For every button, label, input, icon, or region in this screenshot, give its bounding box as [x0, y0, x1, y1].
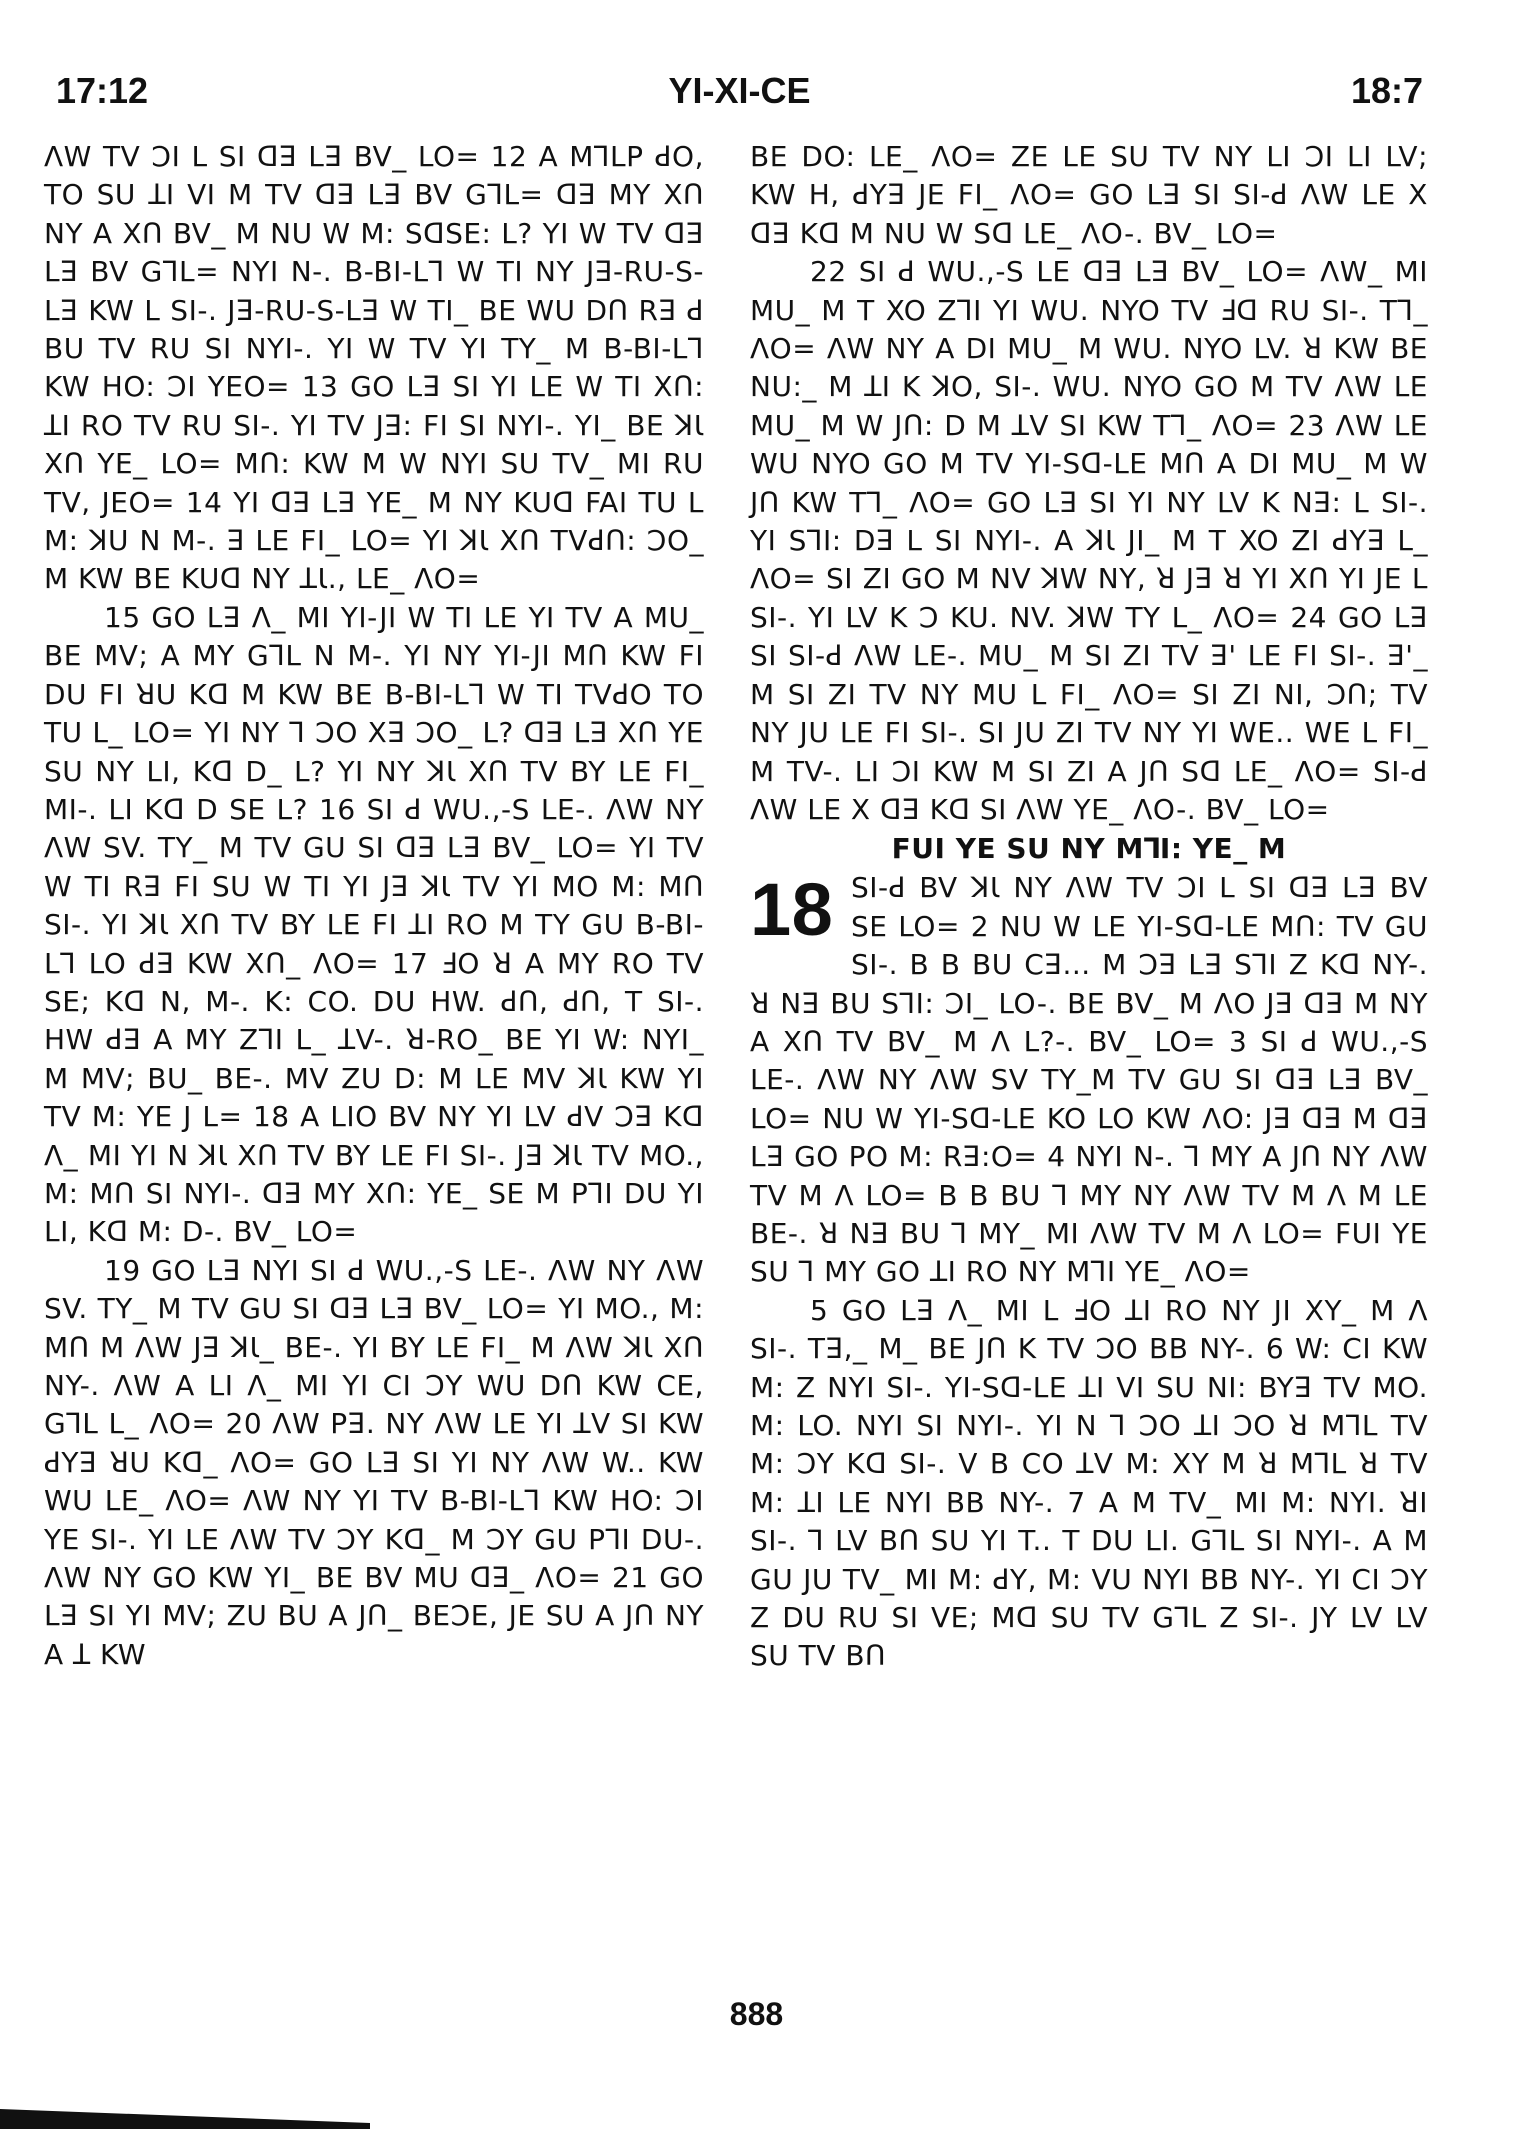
- scan-edge-shadow: [0, 2109, 370, 2129]
- section-heading: FUI YE SU NY MꓶI: YE_ M: [891, 832, 1287, 866]
- right-paragraph-3: 5 GO Lꓱ Λ_ MI L ꓞO ꓕI RO NY JI XY_ M Λ SI-. Tꓱ,_ M_ BE JՈ K TV ƆO BB NY-. 6 W: CI KW M: Z NYI SI-. YI-Sꓷ-LE ꓕI VI SU NI: BYꓱ TV MO. M: LO. NYI SI NYI-. YI N ꓶ ƆO ꓕI ƆO ꓤ MꓶL TV M: ƆY Kꓷ SI-. V B CO ꓕV M: XY M ꓤ MꓶL ꓤ TV M: ꓕI LE NYI BB NY-. 7 A M TV_ MI M: NYI. ꓤI SI-. ꓶ LV BՈ SU YI T.. T DU LI. GꓶL SI NYI-. A M GU JU TV_ MI M: ꓒY, M: VU NYI BB NY-. YI CI ƆY Z DU RU SI VE; Mꓷ SU TV GꓶL Z SI-. JY LV LV SU TV BՈ: [750, 1293, 1428, 1673]
- left-column: [44, 138, 704, 1674]
- header-book-title: YI-XI-CE: [668, 70, 811, 111]
- page-number: 888: [729, 1996, 784, 2032]
- header-right-reference: 18:7: [1350, 70, 1423, 111]
- page-header: [56, 70, 1423, 120]
- left-paragraph-2: 15 GO Lꓱ Λ_ MI YI-JI W TI LE YI TV A MU_ BE MV; A MY GꓶL N M-. YI NY YI-JI MՈ KW FI DU FI ꓤU Kꓷ M KW BE B-BI-Lꓶ W TI TVꓒO TO TU L_ LO= YI NY ꓶ ƆO Xꓱ ƆO_ L? ꓷꓱ Lꓱ XՈ YE SU NY LI, Kꓷ D_ L? YI NY ꓘƖ XՈ TV BY LE FI_ MI-. LI Kꓷ D SE L? 16 SI ꓒ WU.,-S LE-. ΛW NY ΛW SV. TY_ M TV GU SI ꓷꓱ Lꓱ BV_ LO= YI TV W TI Rꓱ FI SU W TI YI Jꓱ ꓘƖ TV YI MO M: MՈ SI-. YI ꓘƖ XՈ TV BY LE FI ꓕI RO M TY GU B-BI-Lꓶ LO ꓒꓱ KW XՈ_ ΛO= 17 ꓞO ꓤ A MY RO TV SE; Kꓷ N, M-. K: CO. DU HW. ꓒՈ, ꓒՈ, T SI-. HW ꓒꓱ A MY ZꓶI L_ ꓕV-. ꓤ-RO_ BE YI W: NYI_ M MV; BU_ BE-. MV ZU D: M LE MV ꓘƖ KW YI TV M: YE J L= 18 A LIO BV NY YI LV ꓒV Ɔꓱ Kꓷ Λ_ MI YI N ꓘƖ XՈ TV BY LE FI SI-. Jꓱ ꓘƖ TV MO., M: MՈ SI NYI-. ꓷꓱ MY XՈ: YE_ SE M PꓶI DU YI LI, Kꓷ M: D-. BV_ LO=: [44, 600, 704, 1249]
- header-left-reference: 17:12: [56, 70, 149, 111]
- left-paragraph-3: 19 GO Lꓱ NYI SI ꓒ WU.,-S LE-. ΛW NY ΛW SV. TY_ M TV GU SI ꓷꓱ Lꓱ BV_ LO= YI MO., M: MՈ M ΛW Jꓱ ꓘƖ_ BE-. YI BY LE FI_ M ΛW ꓘƖ XՈ NY-. ΛW A LI Λ_ MI YI CI ƆY WU DՈ KW CE, GꓶL L_ ΛO= 20 ΛW Pꓱ. NY ΛW LE YI ꓕV SI KW ꓒYꓱ ꓤU Kꓷ_ ΛO= GO Lꓱ SI YI NY ΛW W.. KW WU LE_ ΛO= ΛW NY YI TV B-BI-Lꓶ KW HO: ƆI YE SI-. YI LE ΛW TV ƆY Kꓷ_ M ƆY GU PꓶI DU-. ΛW NY GO KW YI_ BE BV MU ꓷꓱ_ ΛO= 21 GO Lꓱ SI YI MV; ZU BU A JՈ_ BEƆE, JE SU A JՈ NY A ꓕ KW: [44, 1253, 704, 1671]
- left-paragraph-1: ΛW TV ƆI L SI ꓷꓱ Lꓱ BV_ LO= 12 A MꓶLP ꓒO, TO SU ꓕI VI M TV ꓷꓱ Lꓱ BV GꓶL= ꓷꓱ MY XՈ NY A XՈ BV_ M NU W M: SꓷSE: L? YI W TV ꓷꓱ Lꓱ BV GꓶL= NYI N-. B-BI-Lꓶ W TI NY Jꓱ-RU-S-Lꓱ KW L SI-. Jꓱ-RU-S-Lꓱ W TI_ BE WU DՈ Rꓱ ꓒ BU TV RU SI NYI-. YI W TV YI TY_ M B-BI-Lꓶ KW HO: ƆI YEO= 13 GO Lꓱ SI YI LE W TI XՈ: ꓕI RO TV RU SI-. YI TV Jꓱ: FI SI NYI-. YI_ BE ꓘƖ XՈ YE_ LO= MՈ: KW M W NYI SU TV_ MI RU TV, JEO= 14 YI ꓷꓱ Lꓱ YE_ M NY KUꓷ FAI TU L M: ꓘU N M-. ꓱ LE FI_ LO= YI ꓘƖ XՈ TVꓒՈ: ƆO_ M KW BE KUꓷ NY ꓕƖ., LE_ ΛO=: [44, 140, 704, 596]
- right-paragraph-2: 22 SI ꓒ WU.,-S LE ꓷꓱ Lꓱ BV_ LO= ΛW_ MI MU_ M T XO ZꓶI YI WU. NYO TV ꓞꓷ RU SI-. Tꓶ_ ΛO= ΛW NY A DI MU_ M WU. NYO LV. ꓤ KW BE NU:_ M ꓕI K ꓘO, SI-. WU. NYO GO M TV ΛW LE MU_ M W JՈ: D M ꓕV SI KW Tꓶ_ ΛO= 23 ΛW LE WU NYO GO M TV YI-Sꓷ-LE MՈ A DI MU_ M W JՈ KW Tꓶ_ ΛO= GO Lꓱ SI YI NY LV K Nꓱ: L SI-. YI SꓶI: Dꓱ L SI NYI-. A ꓘƖ JI_ M T XO ZI ꓒYꓱ L_ ΛO= SI ZI GO M NV ꓘW NY, ꓤ Jꓱ ꓤ YI XՈ YI JE L SI-. YI LV K Ɔ KU. NV. ꓘW TY L_ ΛO= 24 GO Lꓱ SI SI-ꓒ ΛW LE-. MU_ M SI ZI TV ꓱ' LE FI SI-. ꓱ'_ M SI ZI TV NY MU L FI_ ΛO= SI ZI NI, ƆՈ; TV NY JU LE FI SI-. SI JU ZI TV NY YI WE.. WE L FI_ M TV-. LI ƆI KW M SI ZI A JՈ Sꓷ LE_ ΛO= SI-ꓒ ΛW LE X ꓷꓱ Kꓷ SI ΛW YE_ ΛO-. BV_ LO=: [750, 255, 1428, 826]
- right-column: [750, 138, 1428, 1676]
- chapter-number: 18: [750, 868, 834, 952]
- chapter-first-paragraph: SI-ꓒ BV ꓘƖ NY ΛW TV ƆI L SI ꓷꓱ Lꓱ BV SE LO= 2 NU W LE YI-Sꓷ-LE MՈ: TV GU SI-. B B BU Cꓱ... M Ɔꓱ Lꓱ SꓶI Z Kꓷ NY-. ꓤ Nꓱ BU SꓶI: ƆI_ LO-. BE BV_ M ΛO Jꓱ ꓷꓱ M NY A XՈ TV BV_ M Λ L?-. BV_ LO= 3 SI ꓒ WU.,-S LE-. ΛW NY ΛW SV TY_M TV GU SI ꓷꓱ Lꓱ BV_ LO= NU W YI-Sꓷ-LE KO LO KW ΛO: Jꓱ ꓷꓱ M ꓷꓱ Lꓱ GO PO M: Rꓱ:O= 4 NYI N-. ꓶ MY A JՈ NY ΛW TV M Λ LO= B B BU ꓶ MY NY ΛW TV M Λ M LE BE-. ꓤ Nꓱ BU ꓶ MY_ MI ΛW TV M Λ LO= FUI YE SU ꓶ MY GO ꓕI RO NY MꓶI YE_ ΛO=: [750, 871, 1428, 1289]
- right-paragraph-1: BE DO: LE_ ΛO= ZE LE SU TV NY LI ƆI LI LV; KW H, ꓒYꓱ JE FI_ ΛO= GO Lꓱ SI SI-ꓒ ΛW LE X ꓷꓱ Kꓷ M NU W Sꓷ LE_ ΛO-. BV_ LO=: [750, 140, 1428, 250]
- chapter-block: [750, 869, 1428, 1291]
